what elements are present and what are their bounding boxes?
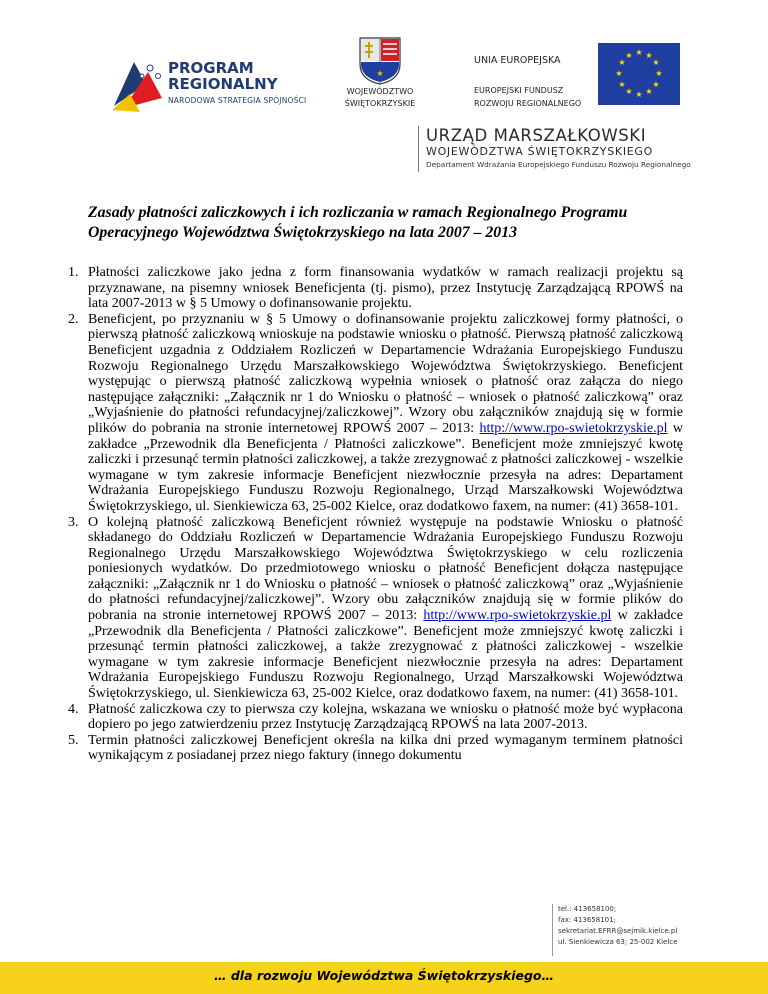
program-subtitle: NARODOWA STRATEGIA SPÓJNOŚCI — [168, 96, 307, 105]
list-item — [68, 702, 683, 733]
list-item-text: Termin płatności zaliczkowej Beneficjent określa na kilka dni przed wymaganym terminem płatności wynikającym z posiadanej przez niego faktury (innego dokumentu — [88, 732, 683, 764]
voivodeship-label-line1: WOJEWÓDZTWO — [346, 87, 414, 96]
list-item-text-continued: w zakładce „Przewodnik dla Beneficjenta / Płatności zaliczkowe”. Beneficjent może zmniejszyć kwotę zaliczki i przesunąć termin płatności zaliczkowej, a także zrezygnować z płatności zaliczkowej - wszelkie wymagane w tym zakresie informacje Beneficjent niezwłocznie przesyła na adres: Departament Wdrażania Europejskiego Funduszu Rozwoju Regionalnego, Urząd Marszałkowski Województwa Świętokrzyskiego, ul. Sienkiewicza 63, 25-002 Kielce, oraz dodatkowo faxem, na numer: (41) 3658-101. — [88, 608, 683, 702]
contact-info — [558, 904, 677, 948]
list-item-number: 1. — [68, 265, 79, 280]
contact-address: ul. Sienkiewicza 63; 25-002 Kielce — [558, 938, 678, 946]
svg-text:★: ★ — [645, 51, 653, 60]
svg-text:★: ★ — [635, 90, 643, 99]
voivodeship-label-line2: ŚWIĘTOKRZYSKIE — [344, 99, 416, 108]
svg-text:★: ★ — [376, 69, 384, 78]
svg-text:★: ★ — [625, 51, 633, 60]
coat-of-arms-icon — [357, 34, 403, 86]
rpo-website-link[interactable]: http://www.rpo-swietokrzyskie.pl — [479, 420, 668, 436]
svg-text:★: ★ — [618, 58, 626, 67]
document-title: Zasady płatności zaliczkowych i ich rozliczania w ramach Regionalnego Programu Operacyjnego Województwa Świętokrzyskiego na lata 2007 – 2013 — [88, 204, 628, 241]
svg-text:★: ★ — [652, 58, 660, 67]
rpo-website-link[interactable]: http://www.rpo-swietokrzyskie.pl — [423, 608, 612, 624]
list-item-number: 2. — [68, 311, 79, 327]
list-item-text-continued: w zakładce „Przewodnik dla Beneficjenta / Płatności zaliczkowe”. Beneficjent może zmniejszyć kwotę zaliczki i przesunąć termin płatności zaliczkowej, a także zrezygnować z płatności zaliczkowej - wszelkie wymagane w tym zakresie informacje Beneficjent niezwłocznie przesyła na adres: Departament Wdrażania Europejskiego Funduszu Rozwoju Regionalnego, Urząd Marszałkowski Województwa Świętokrzyskiego, ul. Sienkiewicza 63, 25-002 Kielce, oraz dodatkowo faxem, na numer: (41) 3658-101. — [88, 420, 683, 514]
svg-text:★: ★ — [625, 87, 633, 96]
contact-email: sekretariat.EFRR@sejmik.kielce.pl — [558, 927, 678, 935]
footer-slogan: … dla rozwoju Województwa Świętokrzyskiego… — [213, 968, 555, 983]
svg-text:★: ★ — [645, 87, 653, 96]
list-item-text: Płatność zaliczkowa czy to pierwsza czy kolejna, wskazana we wniosku o płatność może być wypłacona dopiero po jego zatwierdzeniu przez Instytucję Zarządzającą RPOWŚ na lata 2007-2013. — [88, 701, 683, 733]
eu-fund-line2: ROZWOJU REGIONALNEGO — [474, 99, 582, 108]
eu-title: UNIA EUROPEJSKA — [474, 55, 561, 66]
office-region: WOJEWÓDZTWA ŚWIĘTOKRZYSKIEGO — [426, 145, 653, 158]
eu-flag-icon — [598, 43, 680, 105]
list-item — [68, 515, 683, 702]
svg-text:★: ★ — [655, 69, 663, 78]
list-item-number: 4. — [68, 701, 79, 717]
office-logo-divider — [418, 126, 419, 172]
contact-divider — [552, 904, 553, 956]
list-item-number: 5. — [68, 732, 79, 748]
list-item-text: Beneficjent, po przyznaniu w § 5 Umowy o dofinansowanie projektu zaliczkowej formy płatności, o pierwszą płatność zaliczkową wnioskuje na podstawie wniosku o płatność. Pierwszą płatność zaliczkową Beneficjent uzgadnia z Oddziałem Rozliczeń w Departamencie Wdrażania Europejskiego Funduszu Rozwoju Regionalnego Urzędu Marszałkowskiego Województwa Świętokrzyskiego. Beneficjent występując o pierwszą płatność zaliczkową wypełnia wniosek o płatność oraz załącza do niego następujące załączniki: „Załącznik nr 1 do Wniosku o płatność – wniosek o płatność zaliczkową” oraz „Wyjaśnienie do płatności refundacyjnej/zaliczkowej”. Wzory obu załączników znajdują się w formie plików do pobrania na stronie internetowej RPOWŚ 2007 – 2013: — [88, 311, 683, 436]
eu-fund-line1: EUROPEJSKI FUNDUSZ — [474, 86, 564, 95]
program-title-line2: REGIONALNY — [168, 75, 278, 93]
list-item-number: 3. — [68, 514, 79, 530]
svg-text:★: ★ — [635, 48, 643, 57]
list-item-text: O kolejną płatność zaliczkową Beneficjent również występuje na podstawie Wniosku o płatność składanego do Oddziału Rozliczeń w Departamencie Wdrażania Europejskiego Funduszu Rozwoju Regionalnego Urzędu Marszałkowskiego Województwa Świętokrzyskiego w celu rozliczenia poniesionych wydatków. Do przedmiotowego wniosku o płatność Beneficjent dołącza następujące załączniki: „Załącznik nr 1 do Wniosku o płatność – wniosek o płatność zaliczkową” oraz „Wyjaśnienie do płatności refundacyjnej/zaliczkowej”. Wzory obu załączników znajdują się w formie plików do pobrania na stronie internetowej RPOWŚ 2007 – 2013: — [88, 514, 683, 624]
contact-fax: fax: 413658101; — [558, 916, 616, 924]
payment-rules-list — [68, 265, 683, 764]
program-title-line1: PROGRAM — [168, 59, 254, 77]
office-department: Departament Wdrażania Europejskiego Funduszu Rozwoju Regionalnego — [426, 160, 691, 169]
list-item — [68, 265, 683, 312]
list-item — [68, 733, 683, 764]
list-item — [68, 312, 683, 515]
svg-text:★: ★ — [652, 80, 660, 89]
office-name: URZĄD MARSZAŁKOWSKI — [426, 126, 647, 145]
contact-tel: tel.: 413658100; — [558, 905, 617, 913]
svg-text:★: ★ — [618, 80, 626, 89]
list-item-text: Płatności zaliczkowe jako jedna z form finansowania wydatków w ramach realizacji projektu są przyznawane, na pisemny wniosek Beneficjenta (tj. pismo), przez Instytucję Zarządzającą RPOWŚ na lata 2007-2013 w § 5 Umowy o dofinansowanie projektu. — [88, 265, 683, 312]
svg-text:★: ★ — [615, 69, 623, 78]
